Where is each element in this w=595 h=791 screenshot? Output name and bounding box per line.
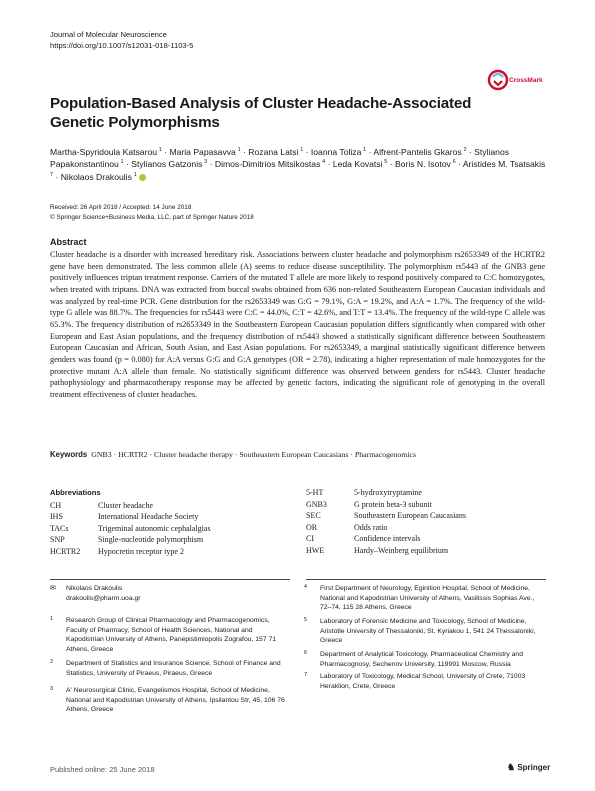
- abbreviation-row: [50, 500, 211, 512]
- author-name: Boris N. Isotov: [394, 159, 451, 170]
- author-name: Stylianos Gatzonis: [131, 159, 203, 170]
- author[interactable]: [248, 147, 303, 157]
- affiliation: [50, 616, 288, 654]
- abbreviation-term: CH: [50, 500, 62, 510]
- author-name: Martha-Spyridoula Katsarou: [50, 147, 157, 157]
- article-dates: [50, 203, 254, 222]
- springer-logo: [507, 762, 550, 773]
- author-affiliation-number: 5: [384, 159, 388, 166]
- abbreviation-row: [306, 487, 466, 499]
- abbreviations-right: [306, 487, 466, 557]
- affiliation-text: Research Group of Clinical Pharmacology and Pharmacogenomics, Faculty of Pharmacy, School of Health Sciences, National and Kapodistrian University of Athens, Panepistimiopolis Zografou, 157 71 Athens, Greece: [66, 617, 277, 653]
- article-title: Population-Based Analysis of Cluster Headache-Associated Genetic Polymorphisms: [50, 95, 472, 131]
- abbreviation-row: [306, 533, 466, 545]
- affiliation-number: 4: [304, 584, 307, 590]
- author[interactable]: [61, 172, 137, 182]
- affiliation-text: A' Neurosurgical Clinic, Evangelismos Hospital, School of Medicine, National and Kapodistrian University of Athens, Ipsilantou Str, 45, 106 76 Athens, Greece: [66, 687, 285, 714]
- abbreviation-row: [50, 546, 211, 558]
- footnote-rule-right: [306, 579, 546, 580]
- abbreviation-definition: International Headache Society: [98, 512, 199, 522]
- author-name: Stylianos Papakonstantinou: [50, 147, 510, 170]
- affiliation-text: Laboratory of Forensic Medicine and Toxicology, School of Medicine, Aristotle University of Thessaloniki, St. Kyriakou 1, 541 24 Thessaloniki, Greece: [320, 618, 536, 645]
- abbreviation-definition: Confidence intervals: [354, 534, 421, 544]
- author-name: Aristides M. Tsatsakis: [462, 159, 546, 170]
- author-name: Alfrent-Pantelis Gkaros: [373, 147, 462, 157]
- affiliation: [304, 672, 546, 691]
- springer-label: Springer: [517, 763, 551, 772]
- abbreviation-definition: Hypocretin receptor type 2: [98, 546, 184, 556]
- footnote-rule-left: [50, 579, 290, 580]
- abbreviation-row: [306, 522, 466, 534]
- affiliation: [304, 617, 546, 646]
- abbreviation-row: [50, 523, 211, 535]
- affiliation: [50, 659, 288, 678]
- abstract-heading: Abstract: [50, 237, 87, 247]
- author-affiliation-number: 1: [133, 171, 137, 178]
- abbreviation-definition: Odds ratio: [354, 522, 388, 532]
- abbreviation-term: GNB3: [306, 499, 327, 509]
- abbreviation-row: [306, 499, 466, 511]
- author-affiliation-number: 1: [120, 159, 124, 166]
- abbreviation-definition: 5-hydroxytryptamine: [354, 488, 422, 497]
- abbreviation-term: TACs: [50, 523, 69, 533]
- author-name: Rozana Latsi: [248, 147, 299, 157]
- keywords-text: GNB3 · HCRTR2 · Cluster headache therapy · Southeastern European Caucasians · Pharmacogenomics: [91, 450, 417, 459]
- author[interactable]: [215, 159, 325, 169]
- abbreviation-term: 5-HT: [306, 488, 324, 497]
- abbreviation-definition: Cluster headache: [98, 500, 153, 510]
- correspondence: [50, 584, 286, 603]
- affiliation-number: 7: [304, 672, 307, 678]
- abbreviation-term: OR: [306, 522, 318, 532]
- author-name: Maria Papasavva: [169, 147, 236, 157]
- author-name: Nikolaos Drakoulis: [60, 171, 132, 182]
- doi-link[interactable]: https://doi.org/10.1007/s12031-018-1103-5: [50, 40, 194, 50]
- abbreviation-term: CI: [306, 534, 314, 544]
- affiliation: [50, 686, 288, 715]
- crossmark-badge[interactable]: [487, 68, 549, 98]
- abbreviation-row: [306, 510, 466, 522]
- affiliation-number: 5: [304, 617, 307, 623]
- author-affiliation-number: 1: [237, 147, 241, 154]
- author-affiliation-number: 1: [363, 147, 367, 154]
- crossmark-icon: [487, 68, 549, 98]
- author-name: Leda Kovatsi: [332, 159, 383, 170]
- affiliation-text: Laboratory of Toxicology, Medical School, University of Crete, 71003 Heraklion, Crete, Greece: [320, 673, 526, 690]
- author[interactable]: [311, 147, 366, 157]
- affiliation-number: 6: [304, 650, 307, 656]
- copyright: © Springer Science+Business Media, LLC, part of Springer Nature 2018: [50, 213, 254, 221]
- abbreviations-left: [50, 487, 211, 558]
- author[interactable]: [373, 147, 466, 157]
- abbreviation-row: [50, 511, 211, 523]
- abbreviation-definition: G protein beta-3 subunit: [354, 499, 432, 509]
- author[interactable]: [50, 147, 162, 157]
- affiliation-number: 1: [50, 616, 53, 622]
- abbreviation-definition: Hardy–Weinberg equilibrium: [354, 545, 449, 555]
- orcid-icon[interactable]: [139, 174, 146, 181]
- corresponding-author: Nikolaos Drakoulis: [66, 585, 123, 592]
- abbreviation-row: [306, 545, 466, 557]
- author[interactable]: [333, 159, 387, 169]
- svg-text:CrossMark: CrossMark: [509, 77, 543, 84]
- abbreviation-definition: Southeastern European Caucasians: [354, 511, 466, 521]
- abbreviation-term: SNP: [50, 535, 65, 545]
- springer-horse-icon: ♞: [507, 762, 516, 772]
- journal-name: Journal of Molecular Neuroscience: [50, 30, 167, 39]
- abbreviation-term: IHS: [50, 512, 63, 522]
- keywords-label: Keywords: [50, 450, 88, 459]
- envelope-icon: ✉: [50, 585, 56, 592]
- author[interactable]: [395, 159, 456, 169]
- author-affiliation-number: 4: [322, 159, 326, 166]
- published-online: Published online: 25 June 2018: [50, 765, 155, 774]
- affiliation-text: First Department of Neurology, Eginition Hospital, School of Medicine, National and Kapodistrian University of Athens, Vasilissis Sophias Ave., 72–74, 115 28 Athens, Greece: [320, 585, 535, 612]
- keywords: [50, 449, 545, 460]
- author-affiliation-number: 1: [300, 147, 304, 154]
- received-accepted: Received: 26 April 2018 / Accepted: 14 June 2018: [50, 204, 192, 211]
- abbreviation-term: HWE: [306, 545, 325, 555]
- author-affiliation-number: 3: [204, 159, 208, 166]
- affiliation-number: 2: [50, 659, 53, 665]
- abbreviation-definition: Trigeminal autonomic cephalalgias: [98, 523, 211, 533]
- affiliation-number: 3: [50, 686, 53, 692]
- corresponding-email[interactable]: drakoulis@pharm.uoa.gr: [66, 594, 141, 602]
- author-name: Dimos-Dimitrios Mitsikostas: [214, 159, 321, 170]
- abbreviation-term: SEC: [306, 511, 321, 521]
- affiliation-text: Department of Analytical Toxicology, Pharmaceutical Chemistry and Pharmacognosy, Sechenov University, 119991 Moscow, Russia: [320, 651, 523, 668]
- author[interactable]: [131, 159, 207, 169]
- abbreviation-definition: Single-nucleotide polymorphism: [98, 535, 204, 545]
- author-affiliation-number: 1: [158, 147, 162, 154]
- abbreviation-row: [50, 534, 211, 546]
- abbreviations-heading: Abbreviations: [50, 488, 101, 497]
- author-affiliation-number: 6: [452, 159, 456, 166]
- author-affiliation-number: 7: [50, 171, 54, 178]
- affiliation: [304, 650, 546, 669]
- author-affiliation-number: 2: [463, 147, 467, 154]
- affiliation: [304, 584, 546, 613]
- affiliation-text: Department of Statistics and Insurance Science, School of Finance and Statistics, University of Piraeus, Piraeus, Greece: [66, 660, 281, 677]
- abbreviation-term: HCRTR2: [50, 546, 81, 556]
- abstract-text: Cluster headache is a disorder with increased hereditary risk. Associations between cluster headache and polymorphism rs2653349 of the HCRTR2 gene have been demonstrated. The less common allele (A) seems to reduce disease susceptibility. The polymorphism rs5443 of the GNB3 gene positively influences triptan treatment response. Carriers of the mutated T allele are more likely to respond positively compared to C:C homozygotes, when treated with triptans. DNA was extracted from buccal swabs obtained from 636 non-related Southeastern European Caucasian individuals and was analyzed by real-time PCR. Gene distribution for the rs2653349 was G:G = 79.1%, G:A = 19.2%, and A:A = 1.7%. The frequency of the wild-type G allele was 88.7%. The frequencies for rs5443 were C:C = 44.0%, C:T = 42.6%, and T:T = 13.4%. The frequency of the wild-type C allele was 65.3%. The frequency distribution of rs2653349 in the Southeastern European Caucasian population differs significantly when compared with other European and East Asian populations, and the frequency distribution of rs5443 showed a statistically significant difference between Southeastern European Caucasian and African, South Asian, and East Asian populations. For rs2653349, a marginal statistically significant difference between genders was found (p = 0.080) for A:A versus G:G and G:A genotypes (OR = 2.78), indicating a higher representation of male homozygotes for the protective mutant A:A allele than female. No statistically significant difference was observed between genders for rs5443. Cluster headache pathophysiology and pharmacotherapy response may be affected by genetic factors, indicating the significant role of genotyping in the overall treatment effectiveness of cluster headaches.: [50, 250, 545, 399]
- author-list: Martha-Spyridoula Katsarou $^1$ · Maria Papasavva $^1$ · Rozana Latsi $^1$ · Ioanna Toliza $^1$ · Alfrent-Pantelis Gkaros $^2$ · Stylianos Papakonstantinou $^1$ · Stylianos Gatzonis $^3$ · Dimos-Dimitrios Mitsikostas $^4$ · Leda Kovatsi $^5$ · Boris N. Isotov $^6$ · Aristides M. Tsatsakis $^7$ · Nikolaos Drakoulis $^1$: [50, 147, 546, 182]
- author[interactable]: [169, 147, 240, 157]
- journal-header: [50, 30, 193, 51]
- author-name: Ioanna Toliza: [310, 147, 362, 157]
